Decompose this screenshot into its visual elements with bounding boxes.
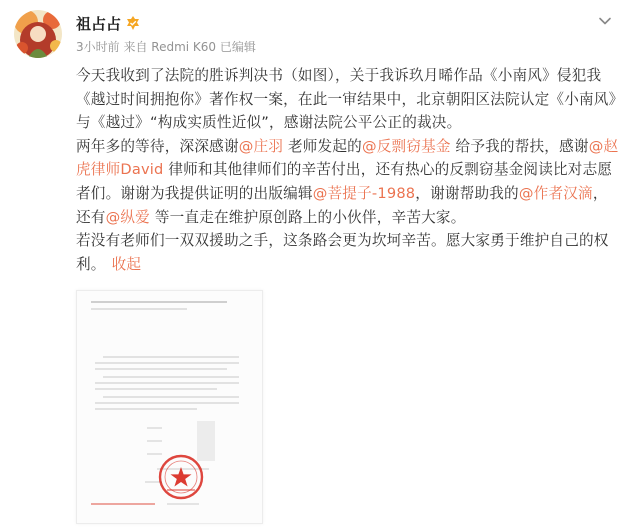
collapse-link[interactable]: 收起 — [111, 255, 142, 273]
avatar[interactable] — [14, 10, 62, 58]
mention-link-handi[interactable]: @作者汉滴 — [518, 184, 593, 202]
post-content — [76, 64, 621, 276]
text-segment: 若没有老师们一双双援助之手，这条路会更为坎坷辛苦。愿大家勇于维护自己的权利。 — [76, 232, 609, 273]
text-segment: 等一直走在维护原创路上的小伙伴，辛苦大家。 — [149, 208, 466, 226]
text-segment: 律师和其他律师们的辛苦付出，还有热心的反剽窃基金阅读比对志愿者们。谢谢为我提供证明的出版编辑 — [76, 161, 613, 202]
text-segment: 给予我的帮扶，感谢 — [450, 137, 589, 155]
document-page-drawing — [77, 291, 262, 523]
mention-link-zhuangyu[interactable]: @庄羽 — [238, 137, 284, 155]
judgment-document-image[interactable] — [76, 290, 263, 524]
author-name[interactable]: 祖占占 — [76, 15, 122, 33]
post-paragraph-1: 今天我收到了法院的胜诉判决书（如图），关于我诉玖月晞作品《小南风》侵犯我《越过时间拥抱你》著作权一案，在此一审结果中，北京朝阳区法院认定《小南风》与《越过》“构成实质性近似”，感谢法院公平公正的裁决。 — [76, 67, 617, 132]
chevron-down-icon[interactable] — [596, 12, 614, 30]
post-paragraph-3 — [76, 229, 621, 276]
post-meta: 3小时前 来自 Redmi K60 已编辑 — [76, 40, 256, 54]
text-segment: 老师发起的 — [283, 137, 362, 155]
post-paragraph-2 — [76, 135, 621, 229]
mention-link-zhaohu-lawyer[interactable]: @赵虎律师David — [76, 137, 619, 179]
text-segment: ，还有 — [76, 184, 608, 226]
mention-link-zongai[interactable]: @纵爱 — [105, 208, 150, 226]
mention-link-anti-plagiarism-fund[interactable]: @反剽窃基金 — [361, 137, 451, 155]
mention-link-putizi[interactable]: @菩提子-1988 — [312, 184, 416, 202]
verified-badge-icon — [125, 15, 141, 31]
post-header — [14, 10, 618, 60]
text-segment: ，谢谢帮助我的 — [415, 184, 519, 202]
text-segment: 两年多的等待，深深感谢 — [76, 137, 239, 155]
